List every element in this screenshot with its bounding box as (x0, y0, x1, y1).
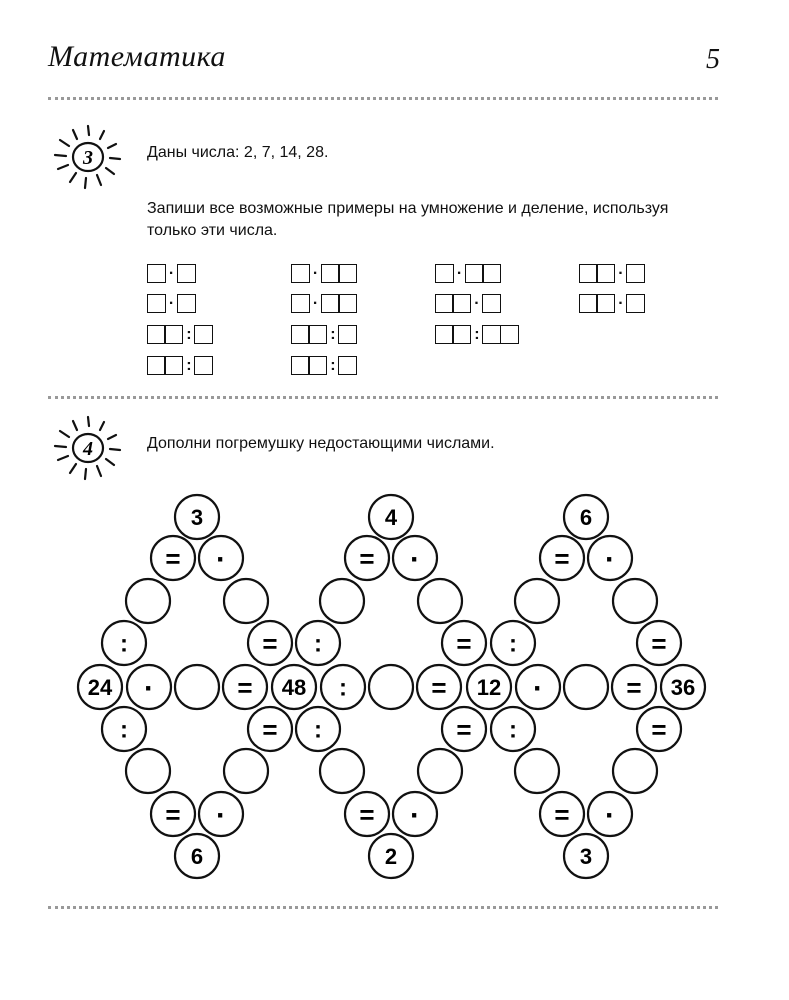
circle-label: = (165, 799, 181, 830)
circle-label: 6 (579, 504, 593, 530)
circle-label: = (262, 628, 278, 659)
circle-label: : (314, 716, 322, 744)
top-number-circle (175, 495, 219, 539)
operator-sign: · (618, 264, 624, 282)
operator-sign: · (168, 294, 175, 312)
empty-circle[interactable] (515, 749, 559, 793)
middle-number-circle (661, 665, 705, 709)
equals-circle (248, 621, 292, 665)
multiply-circle (393, 792, 437, 836)
circle-label: = (651, 628, 667, 659)
divide-circle (102, 707, 146, 751)
multiply-circle (588, 792, 632, 836)
task3-line2: Запиши все возможные примеры на умножение и деление, используя (147, 200, 669, 217)
operator-sign: : (186, 356, 192, 374)
circle-label: : (509, 630, 517, 658)
equals-circle (151, 536, 195, 580)
circle-label: : (120, 630, 128, 658)
equals-circle (442, 707, 486, 751)
operator-circle (516, 665, 560, 709)
circle-label: · (605, 542, 615, 576)
divide-circle (491, 707, 535, 751)
circle-label: 36 (670, 674, 696, 700)
operator-sign: · (312, 264, 319, 282)
operator-sign: : (330, 356, 336, 374)
page-number: 5 (706, 44, 720, 75)
empty-circle[interactable] (564, 665, 608, 709)
empty-circle[interactable] (126, 579, 170, 623)
operator-circle (321, 665, 365, 709)
operator-sign: · (474, 294, 480, 312)
multiply-circle (588, 536, 632, 580)
task4-number: 4 (83, 438, 93, 460)
circle-label: = (456, 628, 472, 659)
divide-circle (296, 707, 340, 751)
equals-circle (223, 665, 267, 709)
top-number-circle (369, 495, 413, 539)
circle-label: · (605, 798, 615, 832)
empty-circle[interactable] (175, 665, 219, 709)
equals-circle (540, 792, 584, 836)
circle-label: · (410, 542, 420, 576)
circle-label: = (237, 672, 253, 703)
task3-line3: только эти числа. (147, 222, 278, 239)
empty-circle[interactable] (224, 749, 268, 793)
equals-circle (612, 665, 656, 709)
middle-number-circle (272, 665, 316, 709)
empty-circle[interactable] (418, 579, 462, 623)
circle-label: 6 (190, 843, 204, 869)
top-number-circle (564, 495, 608, 539)
circle-label: 24 (87, 674, 113, 700)
operator-sign: · (618, 294, 624, 312)
circle-label: = (431, 672, 447, 703)
equals-circle (345, 536, 389, 580)
empty-circle[interactable] (369, 665, 413, 709)
empty-circle[interactable] (418, 749, 462, 793)
circle-label: 3 (190, 504, 204, 530)
divide-circle (102, 621, 146, 665)
multiply-circle (199, 792, 243, 836)
equals-circle (417, 665, 461, 709)
circle-label: · (410, 798, 420, 832)
equals-circle (540, 536, 584, 580)
task3-line1: Даны числа: 2, 7, 14, 28. (147, 144, 329, 161)
circle-label: 2 (384, 843, 398, 869)
empty-circle[interactable] (126, 749, 170, 793)
middle-number-circle (467, 665, 511, 709)
circle-label: 12 (476, 674, 502, 700)
equals-circle (248, 707, 292, 751)
circle-label: : (314, 630, 322, 658)
multiply-circle (199, 536, 243, 580)
bottom-number-circle (564, 834, 608, 878)
circle-label: = (626, 672, 642, 703)
operator-sign: : (330, 325, 336, 343)
circle-label: = (359, 543, 375, 574)
operator-circle (127, 665, 171, 709)
operator-sign: · (456, 264, 463, 282)
equals-circle (637, 621, 681, 665)
circle-label: = (165, 543, 181, 574)
empty-circle[interactable] (320, 579, 364, 623)
circle-label: = (554, 799, 570, 830)
multiply-circle (393, 536, 437, 580)
circle-label: · (216, 542, 226, 576)
equals-circle (345, 792, 389, 836)
page-title: Математика (48, 40, 226, 73)
task3-number: 3 (83, 147, 93, 169)
operator-sign: : (186, 325, 192, 343)
empty-circle[interactable] (613, 749, 657, 793)
equals-circle (442, 621, 486, 665)
empty-circle[interactable] (320, 749, 364, 793)
operator-sign: · (168, 264, 175, 282)
equals-circle (151, 792, 195, 836)
empty-circle[interactable] (515, 579, 559, 623)
empty-circle[interactable] (224, 579, 268, 623)
empty-circle[interactable] (613, 579, 657, 623)
bottom-number-circle (175, 834, 219, 878)
middle-number-circle (78, 665, 122, 709)
circle-label: · (144, 671, 154, 705)
circle-label: : (339, 674, 347, 702)
circle-label: · (533, 671, 543, 705)
circle-label: = (651, 714, 667, 745)
operator-sign: · (312, 294, 319, 312)
task4-instruction: Дополни погремушку недостающими числами. (147, 435, 495, 452)
circle-label: = (554, 543, 570, 574)
circle-label: : (509, 716, 517, 744)
circle-label: = (262, 714, 278, 745)
circle-label: 48 (281, 674, 307, 700)
equals-circle (637, 707, 681, 751)
circle-label: 4 (384, 504, 398, 530)
divider (48, 906, 718, 909)
circle-label: 3 (579, 843, 593, 869)
circle-label: = (359, 799, 375, 830)
circle-label: · (216, 798, 226, 832)
circle-label: = (456, 714, 472, 745)
bottom-number-circle (369, 834, 413, 878)
circle-label: : (120, 716, 128, 744)
divide-circle (296, 621, 340, 665)
divide-circle (491, 621, 535, 665)
operator-sign: : (474, 325, 480, 343)
